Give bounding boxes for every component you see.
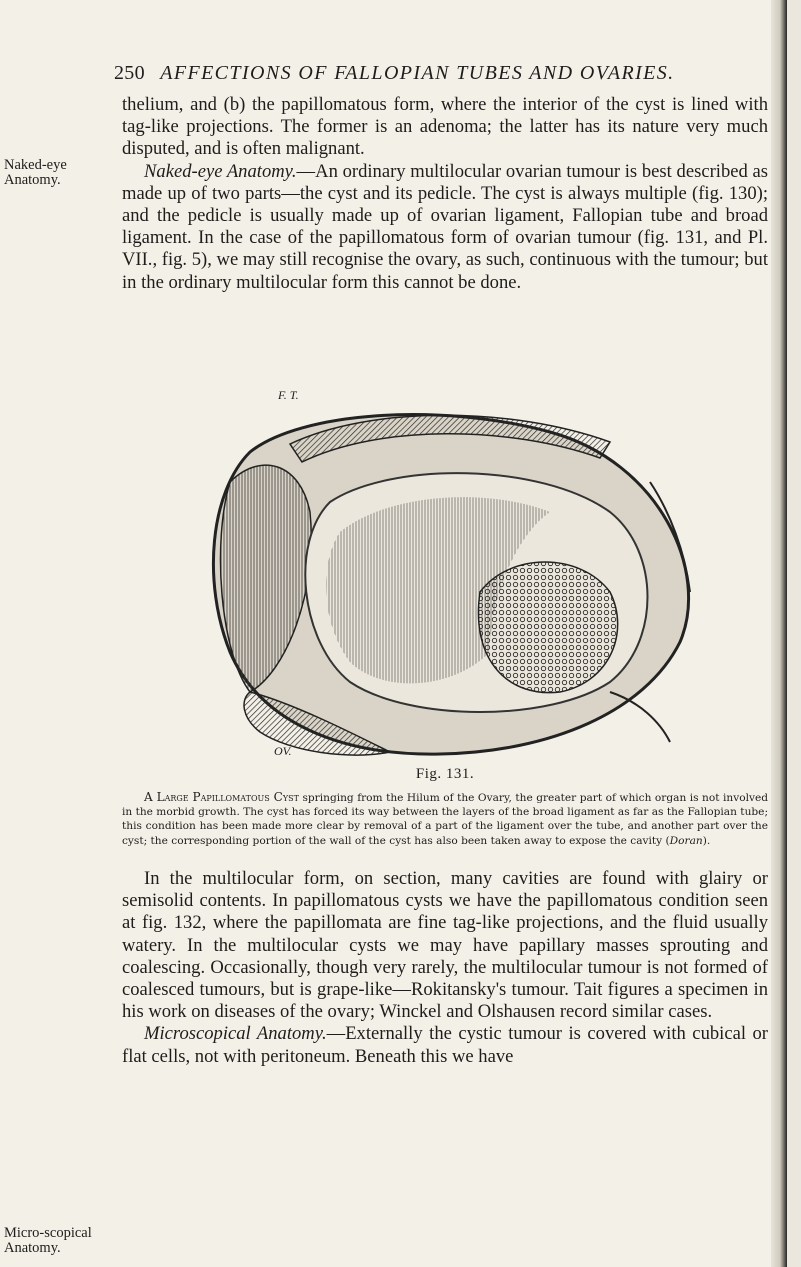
intro-paragraph: thelium, and (b) the papillomatous form, where the interior of the cyst is lined with tag-like projections. The former is an adenoma; the latter has its nature very much disputed, and is often malignant. xyxy=(122,94,768,160)
facing-page-edge xyxy=(787,0,801,1267)
caption-end: ). xyxy=(702,834,711,847)
page-number: 250 xyxy=(114,62,145,84)
microscopical-heading: Microscopical Anatomy. xyxy=(144,1023,327,1045)
figure-caption xyxy=(122,790,768,848)
caption-text: springing from the Hilum of the Ovary, the greater part of which organ is not involved in the morbid growth. The cyst has forced its way between the layers of the broad ligament as far as the Fallopian tube; this condition has been made more clear by removal of a part of the ligament over the tube, and another part over the cyst; the corresponding portion of the wall of the cyst has also been taken away to expose the cavity ( xyxy=(122,792,769,847)
ovary-label: OV. xyxy=(274,744,292,758)
figure-number: Fig. 131. xyxy=(415,766,475,782)
microscopical-text: —Externally the cystic tumour is covered with cubical or flat cells, not with peritoneum. Beneath this we have xyxy=(122,1023,768,1067)
margin-note-naked-eye: Naked-eye Anatomy. xyxy=(4,157,67,188)
microscopical-paragraph xyxy=(122,1023,768,1067)
figure-131 xyxy=(190,388,730,766)
papillomatous-growth xyxy=(478,562,617,693)
naked-eye-heading: Naked-eye Anatomy. xyxy=(144,160,297,182)
fallopian-tube-label: F. T. xyxy=(278,388,299,402)
top-text-block xyxy=(122,94,768,294)
naked-eye-paragraph xyxy=(122,161,768,294)
running-header xyxy=(114,62,764,85)
papillomatous-cyst-illustration xyxy=(190,392,730,766)
bottom-text-block xyxy=(122,868,768,1068)
running-title: AFFECTIONS OF FALLOPIAN TUBES AND OVARIES. xyxy=(160,62,675,84)
caption-author: Doran xyxy=(669,834,703,847)
multilocular-paragraph: In the multilocular form, on section, many cavities are found with glairy or semisolid contents. In papillomatous cysts we have the papillomatous condition seen at fig. 132, where the papillomata are fine tag-like projections, and the fluid usually watery. In the multilocular cysts we may have papillary masses sprouting and coalescing. Occasionally, though very rarely, the multilocular tumour is not formed of coalesced tumours, but is grape-like—Rokitansky's tumour. Tait figures a specimen in his work on diseases of the ovary; Winckel and Olshausen record similar cases. xyxy=(122,868,768,1023)
naked-eye-text: —An ordinary multilocular ovarian tumour is best described as made up of two parts—the cyst and its pedicle. The cyst is always multiple (fig. 130); and the pedicle is usually made up of ovarian ligament, Fallopian tube and broad ligament. In the case of the papillomatous form of ovarian tumour (fig. 131, and Pl. VII., fig. 5), we may still recognise the ovary, as such, continuous with the tumour; but in the ordinary multilocular form this cannot be done. xyxy=(122,160,768,293)
margin-note-microscopical: Micro-scopical Anatomy. xyxy=(4,1225,92,1256)
caption-lead: A Large Papillomatous Cyst xyxy=(144,790,299,804)
